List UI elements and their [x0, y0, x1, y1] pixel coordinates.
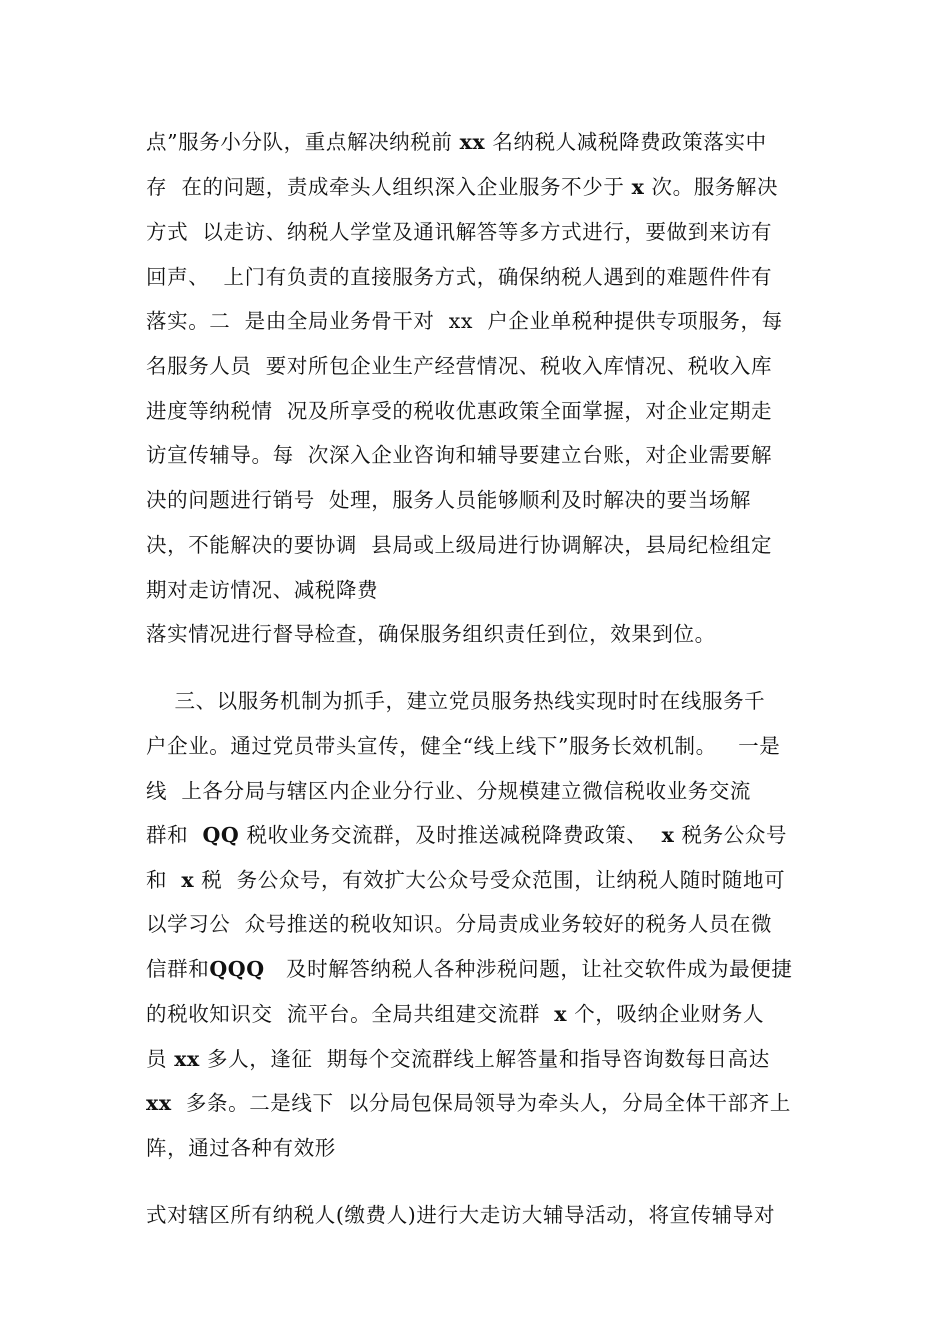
text-segment: 存 在的问题，责成牵头人组织深入企业服务不少于 [146, 175, 632, 199]
text-segment: 访宣传辅导。每 次深入企业咨询和辅导要建立台账，对企业需要解 [146, 443, 773, 467]
bold-text-segment: xx [459, 130, 486, 154]
text-line [146, 575, 378, 605]
text-segment: 方式 以走访、纳税人学堂及通讯解答等多方式进行，要做到来访有 [146, 220, 773, 244]
bold-text-segment: xx [146, 1091, 172, 1115]
text-segment: 落实情况进行督导检查，确保服务组织责任到位，效果到位。 [146, 622, 716, 646]
text-line [146, 127, 767, 157]
text-line [146, 485, 751, 515]
bold-text-segment: x [661, 823, 675, 847]
text-segment: 及时解答纳税人各种涉税问题，让社交软件成为最便捷 [264, 957, 793, 981]
bold-text-segment: QQQ [209, 957, 265, 981]
text-segment: 多条。二是线下 以分局包保局领导为牵头人，分局全体干部齐上 [171, 1091, 791, 1115]
text-line [146, 262, 772, 292]
text-line [146, 172, 778, 202]
text-line [146, 619, 716, 649]
text-segment: 信群和 [146, 957, 210, 981]
text-segment: 决的问题进行销号 处理，服务人员能够顺利及时解决的要当场解 [146, 488, 752, 512]
text-line [146, 217, 772, 247]
text-segment: 群和 [146, 823, 203, 847]
bold-text-segment: x [631, 175, 645, 199]
text-line [146, 999, 764, 1029]
text-segment: 线 上各分局与辖区内企业分行业、分规模建立微信税收业务交流 [146, 779, 752, 803]
text-line [146, 306, 783, 336]
text-segment: 税收业务交流群，及时推送减税降费政策、 [239, 823, 662, 847]
text-line [146, 954, 792, 984]
text-line [146, 865, 785, 895]
text-line [146, 440, 772, 470]
text-line [146, 1200, 775, 1230]
text-segment: 决，不能解决的要协调 县局或上级局进行协调解决，县局纪检组定 [146, 533, 773, 557]
text-segment: 三、以服务机制为抓手，建立党员服务热线实现时时在线服务千 [146, 689, 766, 713]
text-line [146, 731, 780, 761]
text-line [146, 820, 787, 850]
text-segment: 以学习公 众号推送的税收知识。分局责成业务较好的税务人员在微 [146, 912, 773, 936]
text-segment: 税务公众号 [674, 823, 788, 847]
text-segment: 和 [146, 868, 182, 892]
text-segment: 次。服务解决 [644, 175, 779, 199]
bold-text-segment: xx [174, 1047, 200, 1071]
bold-text-segment: QQ [202, 823, 240, 847]
text-segment: 员 [146, 1047, 175, 1071]
text-segment: 户企业。通过党员带头宣传，健全“线上线下”服务长效机制。 一是 [146, 734, 781, 758]
text-segment: 税 务公众号，有效扩大公众号受众范围，让纳税人随时随地可 [194, 868, 786, 892]
text-line [146, 686, 765, 716]
text-segment: 名纳税人减税降费政策落实中 [485, 130, 767, 154]
text-segment: 期对走访情况、减税降费 [146, 578, 379, 602]
text-line [146, 1088, 791, 1118]
text-line [146, 1133, 336, 1163]
text-line [146, 1044, 770, 1074]
text-line [146, 776, 751, 806]
text-segment: 个，吸纳企业财务人 [567, 1002, 765, 1026]
text-segment: 的税收知识交 流平台。全局共组建交流群 [146, 1002, 555, 1026]
text-line [146, 351, 772, 381]
text-segment: 多人，逢征 期每个交流群线上解答量和指导咨询数每日高达 [199, 1047, 770, 1071]
text-segment: 阵，通过各种有效形 [146, 1136, 336, 1160]
text-segment: 进度等纳税情 况及所享受的税收优惠政策全面掌握，对企业定期走 [146, 399, 773, 423]
text-segment: 点”服务小分队，重点解决纳税前 [146, 130, 460, 154]
text-segment: 名服务人员 要对所包企业生产经营情况、税收入库情况、税收入库 [146, 354, 773, 378]
text-segment: 回声、 上门有负责的直接服务方式，确保纳税人遇到的难题件件有 [146, 265, 773, 289]
text-line [146, 396, 772, 426]
text-line [146, 530, 772, 560]
bold-text-segment: x [181, 868, 195, 892]
text-segment: 落实。二 是由全局业务骨干对 xx 户企业单税种提供专项服务，每 [146, 309, 783, 333]
bold-text-segment: x [554, 1002, 568, 1026]
text-segment: 式对辖区所有纳税人(缴费人)进行大走访大辅导活动，将宣传辅导对 [146, 1203, 776, 1227]
text-line [146, 909, 772, 939]
